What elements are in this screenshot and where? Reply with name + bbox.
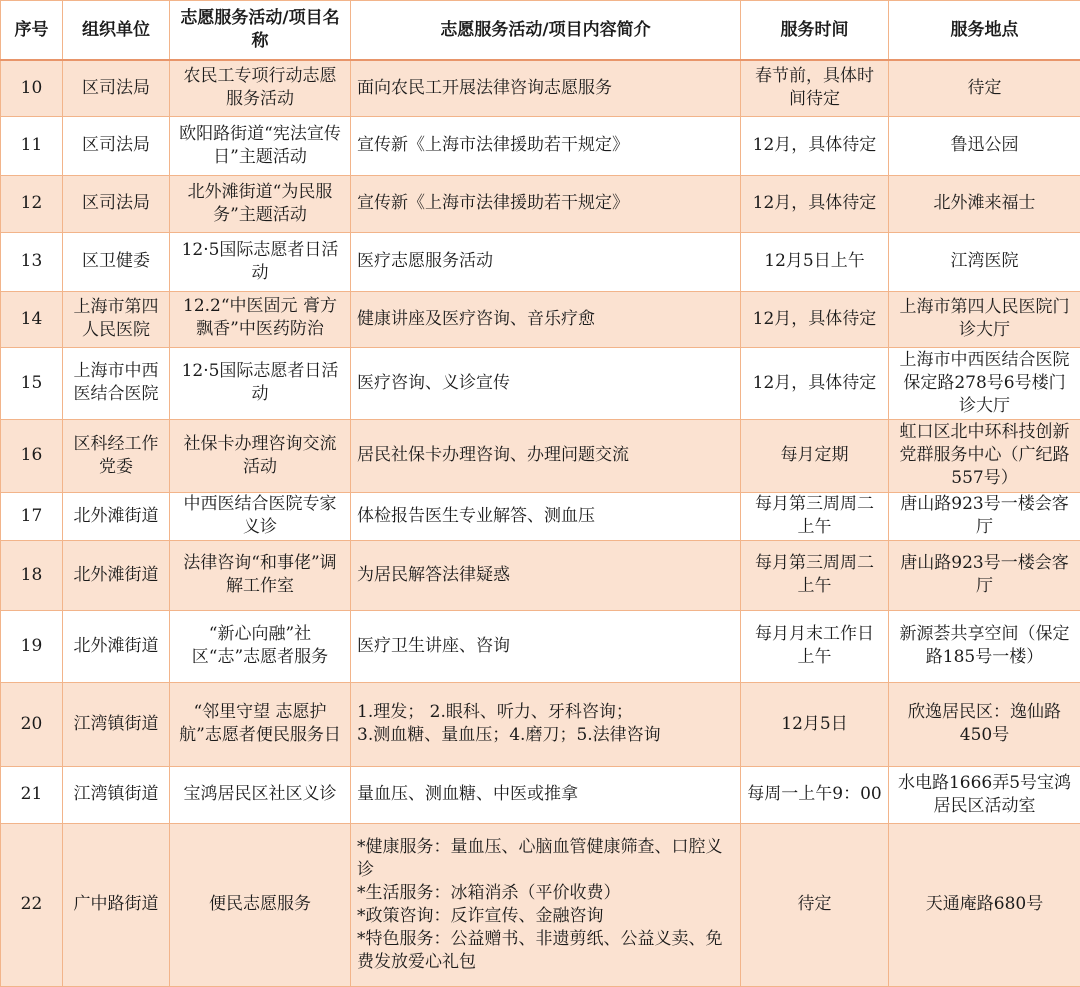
cell-activity-desc: 医疗卫生讲座、咨询	[351, 610, 741, 682]
cell-activity-desc	[351, 682, 741, 766]
header-time: 服务时间	[741, 1, 889, 61]
table-row	[1, 540, 1080, 610]
cell-org: 上海市第四人民医院	[63, 291, 170, 347]
cell-activity-desc	[351, 823, 741, 986]
cell-activity-desc: 面向农民工开展法律咨询志愿服务	[351, 60, 741, 116]
table-row	[1, 823, 1080, 986]
cell-time: 12月，具体待定	[741, 175, 889, 232]
cell-activity-name: 欧阳路街道“宪法宣传日”主题活动	[170, 116, 351, 175]
cell-time: 春节前，具体时间待定	[741, 60, 889, 116]
desc-line: *政策咨询：反诈宣传、金融咨询	[357, 905, 734, 928]
table-row	[1, 116, 1080, 175]
cell-time: 每月第三周周二上午	[741, 540, 889, 610]
cell-no: 18	[1, 540, 63, 610]
cell-no: 20	[1, 682, 63, 766]
cell-no: 10	[1, 60, 63, 116]
cell-no: 22	[1, 823, 63, 986]
cell-org: 北外滩街道	[63, 610, 170, 682]
cell-activity-name: 12·5国际志愿者日活动	[170, 232, 351, 291]
cell-activity-desc: 宣传新《上海市法律援助若干规定》	[351, 116, 741, 175]
table-row	[1, 610, 1080, 682]
header-place: 服务地点	[889, 1, 1080, 61]
cell-org: 江湾镇街道	[63, 682, 170, 766]
table-header-row	[1, 1, 1080, 61]
cell-no: 14	[1, 291, 63, 347]
cell-place: 上海市第四人民医院门诊大厅	[889, 291, 1080, 347]
header-activity-name: 志愿服务活动/项目名称	[170, 1, 351, 61]
desc-line: *健康服务：量血压、心脑血管健康筛查、口腔义诊	[357, 836, 734, 882]
table-row	[1, 347, 1080, 419]
cell-time: 每周一上午9：00	[741, 766, 889, 823]
cell-place: 欣逸居民区：逸仙路450号	[889, 682, 1080, 766]
cell-org: 区司法局	[63, 175, 170, 232]
cell-time: 12月5日	[741, 682, 889, 766]
desc-line: 1.理发； 2.眼科、听力、牙科咨询；	[357, 701, 734, 724]
cell-no: 17	[1, 492, 63, 540]
cell-activity-desc: 医疗志愿服务活动	[351, 232, 741, 291]
cell-no: 19	[1, 610, 63, 682]
cell-org: 区司法局	[63, 116, 170, 175]
table-row	[1, 232, 1080, 291]
cell-place: 待定	[889, 60, 1080, 116]
cell-place: 江湾医院	[889, 232, 1080, 291]
cell-activity-desc: 量血压、测血糖、中医或推拿	[351, 766, 741, 823]
cell-activity-name: 宝鸿居民区社区义诊	[170, 766, 351, 823]
cell-place: 北外滩来福士	[889, 175, 1080, 232]
table-row	[1, 682, 1080, 766]
cell-time: 每月第三周周二上午	[741, 492, 889, 540]
cell-place: 虹口区北中环科技创新党群服务中心（广纪路557号）	[889, 419, 1080, 492]
table-row	[1, 492, 1080, 540]
cell-activity-name: 便民志愿服务	[170, 823, 351, 986]
cell-activity-desc: 居民社保卡办理咨询、办理问题交流	[351, 419, 741, 492]
table-row	[1, 60, 1080, 116]
cell-org: 北外滩街道	[63, 492, 170, 540]
cell-place: 上海市中西医结合医院保定路278号6号楼门诊大厅	[889, 347, 1080, 419]
cell-no: 21	[1, 766, 63, 823]
cell-no: 12	[1, 175, 63, 232]
cell-place: 唐山路923号一楼会客厅	[889, 492, 1080, 540]
cell-activity-desc: 医疗咨询、义诊宣传	[351, 347, 741, 419]
cell-activity-name: 社保卡办理咨询交流活动	[170, 419, 351, 492]
cell-activity-desc: 宣传新《上海市法律援助若干规定》	[351, 175, 741, 232]
cell-place: 天通庵路680号	[889, 823, 1080, 986]
cell-activity-name: 法律咨询“和事佬”调解工作室	[170, 540, 351, 610]
cell-org: 区司法局	[63, 60, 170, 116]
cell-time: 12月，具体待定	[741, 347, 889, 419]
cell-time: 12月，具体待定	[741, 291, 889, 347]
cell-no: 16	[1, 419, 63, 492]
cell-no: 13	[1, 232, 63, 291]
cell-activity-name	[170, 291, 351, 347]
cell-activity-desc: 体检报告医生专业解答、测血压	[351, 492, 741, 540]
cell-place: 新源荟共享空间（保定路185号一楼）	[889, 610, 1080, 682]
cell-time: 待定	[741, 823, 889, 986]
cell-activity-desc: 为居民解答法律疑惑	[351, 540, 741, 610]
cell-activity-name: 农民工专项行动志愿服务活动	[170, 60, 351, 116]
cell-org: 江湾镇街道	[63, 766, 170, 823]
header-no: 序号	[1, 1, 63, 61]
desc-line: *生活服务：冰箱消杀（平价收费）	[357, 882, 734, 905]
activity-name-clip: 12.2“中医固元 膏方飘香”中医药防治	[176, 295, 344, 343]
cell-place: 水电路1666弄5号宝鸿居民区活动室	[889, 766, 1080, 823]
cell-activity-name: “新心向融”社区“志”志愿者服务	[170, 610, 351, 682]
header-activity-desc: 志愿服务活动/项目内容简介	[351, 1, 741, 61]
cell-activity-name: 北外滩街道“为民服务”主题活动	[170, 175, 351, 232]
desc-line: *特色服务：公益赠书、非遗剪纸、公益义卖、免费发放爱心礼包	[357, 928, 734, 974]
cell-time: 12月，具体待定	[741, 116, 889, 175]
table-row	[1, 291, 1080, 347]
header-org: 组织单位	[63, 1, 170, 61]
cell-org: 区科经工作党委	[63, 419, 170, 492]
cell-no: 11	[1, 116, 63, 175]
cell-place: 鲁迅公园	[889, 116, 1080, 175]
cell-activity-name: 中西医结合医院专家义诊	[170, 492, 351, 540]
table-row	[1, 175, 1080, 232]
cell-org: 上海市中西医结合医院	[63, 347, 170, 419]
table-row	[1, 766, 1080, 823]
cell-activity-name: “邻里守望 志愿护航”志愿者便民服务日	[170, 682, 351, 766]
cell-time: 每月定期	[741, 419, 889, 492]
cell-org: 区卫健委	[63, 232, 170, 291]
cell-activity-desc: 健康讲座及医疗咨询、音乐疗愈	[351, 291, 741, 347]
cell-place: 唐山路923号一楼会客厅	[889, 540, 1080, 610]
cell-time: 12月5日上午	[741, 232, 889, 291]
table-row	[1, 419, 1080, 492]
cell-activity-name: 12·5国际志愿者日活动	[170, 347, 351, 419]
cell-org: 广中路街道	[63, 823, 170, 986]
cell-time: 每月月末工作日上午	[741, 610, 889, 682]
desc-line: 3.测血糖、量血压；4.磨刀；5.法律咨询	[357, 724, 734, 747]
cell-org: 北外滩街道	[63, 540, 170, 610]
cell-no: 15	[1, 347, 63, 419]
